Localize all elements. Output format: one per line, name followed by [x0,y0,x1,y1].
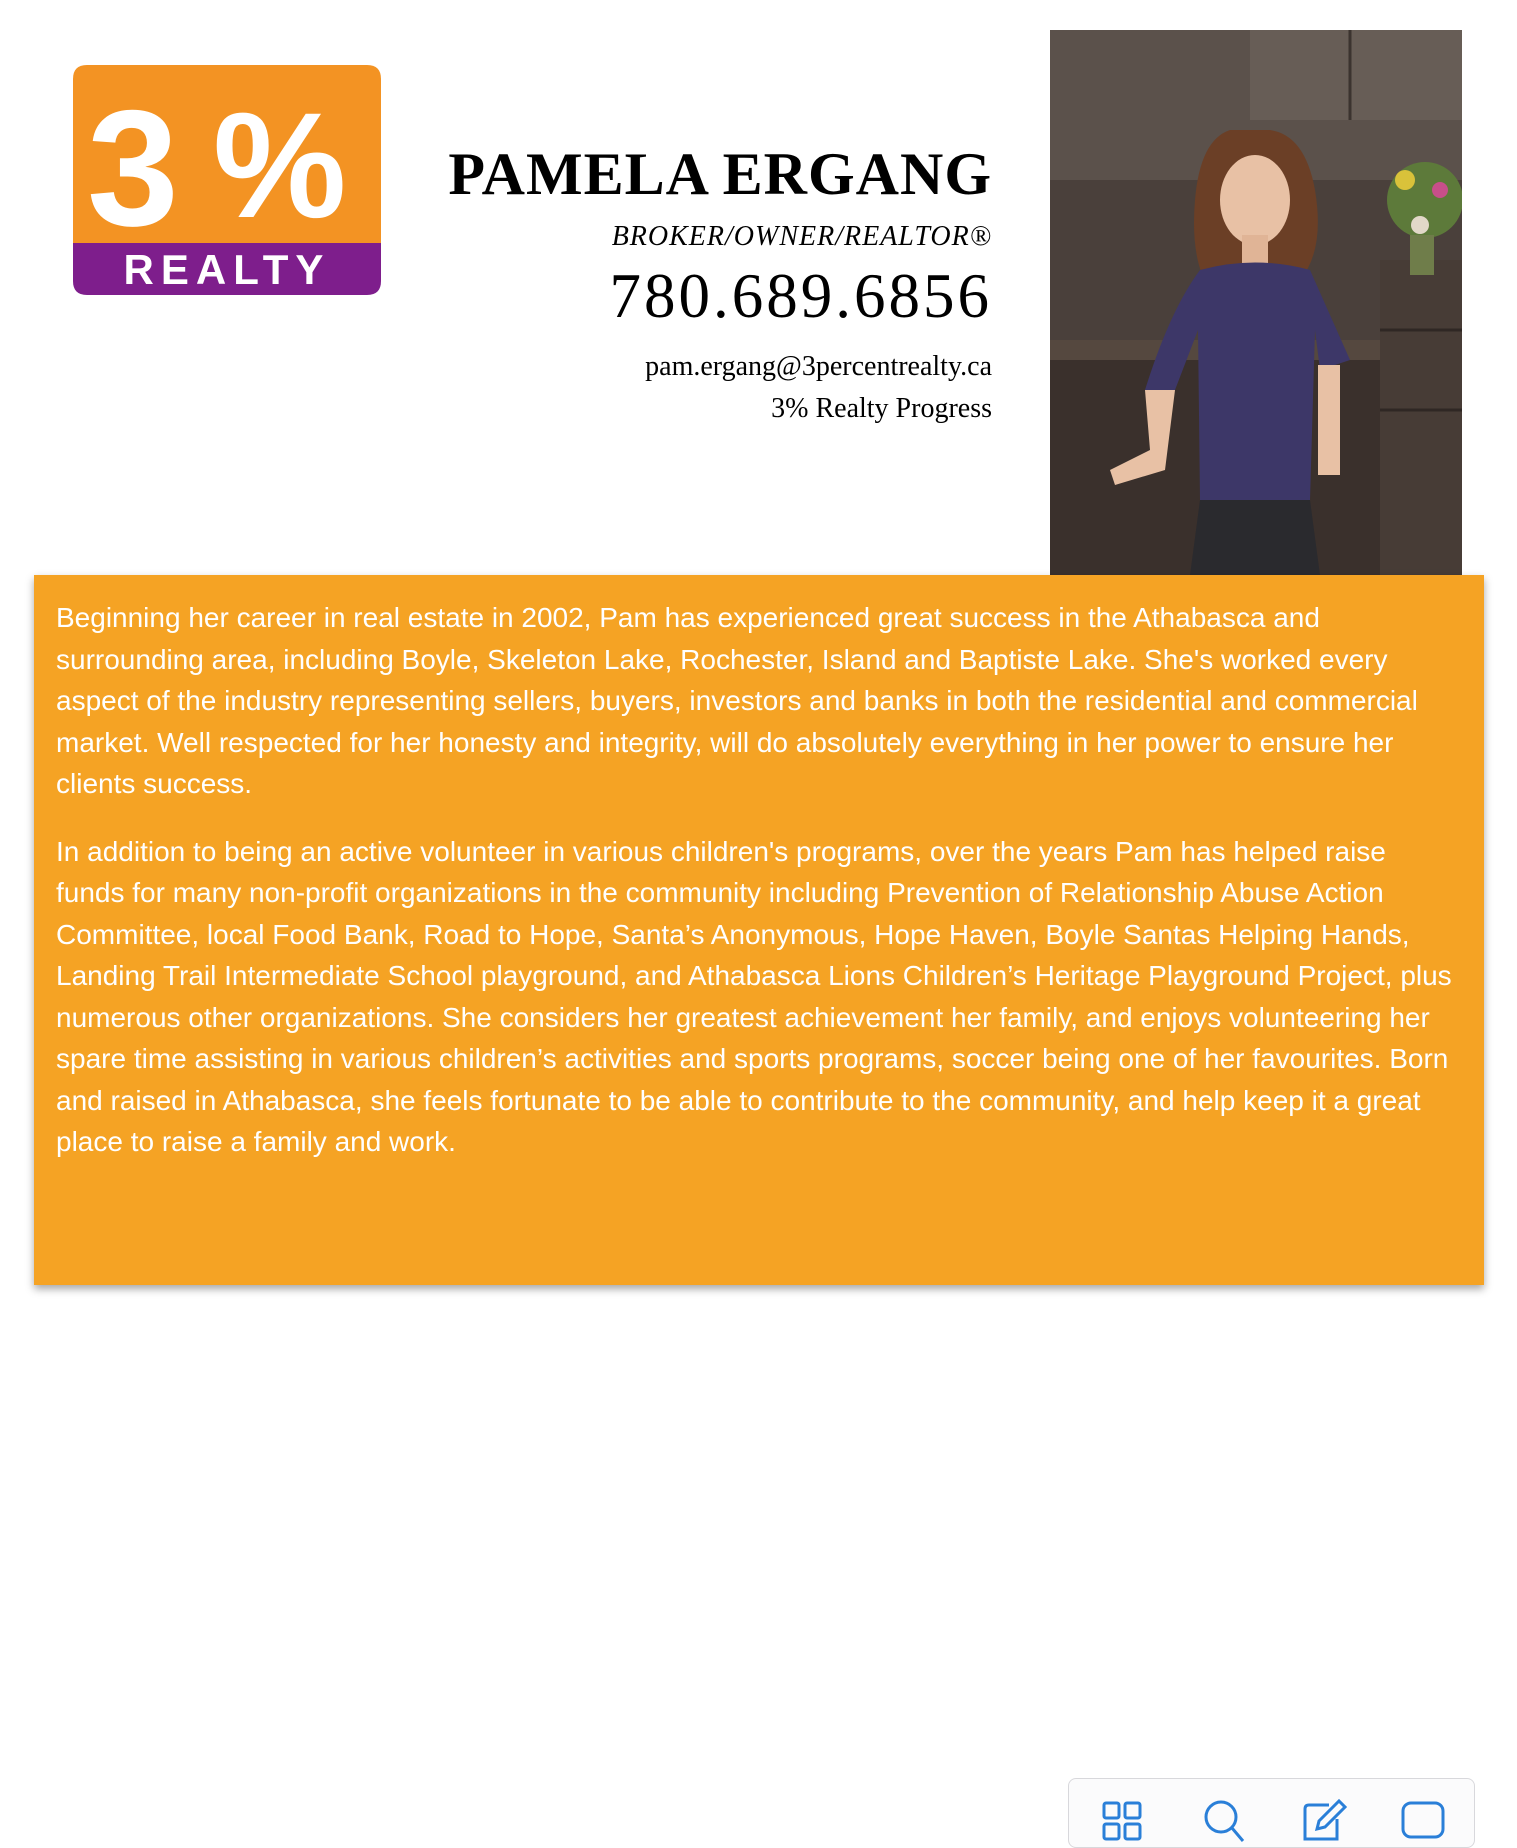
agent-photo [1050,30,1462,575]
bio-paragraph: In addition to being an active volunteer in various children's programs, over the years Pam has helped raise funds for many non-profit organizations in the community including Prevention of Relationship Abuse Action Committee, local Food Bank, Road to Hope, Santa’s Anonymous, Hope Haven, Boyle Santas Helping Hands, Landing Trail Intermediate School playground, and Athabasca Lions Children’s Heritage Playground Project, plus numerous other organizations. She considers her greatest achievement her family, and enjoys volunteering her spare time assisting in various children’s activities and sports programs, soccer being one of her favourites. Born and raised in Athabasca, she feels fortunate to be able to contribute to the community, and help keep it a great place to raise a family and work. [56,835,1452,1157]
comment-icon[interactable] [1399,1797,1447,1845]
logo-number: 3 [87,76,179,260]
agent-role: BROKER/OWNER/REALTOR® [611,221,992,252]
reader-toolbar [1068,1778,1475,1848]
search-icon[interactable] [1199,1797,1247,1845]
compose-icon[interactable] [1299,1797,1347,1845]
agent-office: 3% Realty Progress [771,393,992,424]
contact-block [292,140,992,426]
grid-icon[interactable] [1098,1797,1146,1845]
agent-phone[interactable]: 780.689.6856 [609,261,992,331]
agent-photo-graphic [1050,30,1462,575]
bio-paragraph: Beginning her career in real estate in 2002, Pam has experienced great success in the Athabasca and surrounding area, including Boyle, Skeleton Lake, Rochester, Island and Baptiste Lake. She's worked every aspect of the industry representing sellers, buyers, investors and banks in both the residential and commercial market. Well respected for her honesty and integrity, will do absolutely everything in her power to ensure her clients success. [56,602,1418,799]
agent-name: PAMELA ERGANG [448,141,992,207]
bio-panel [34,575,1484,1285]
logo-brand-text: REALTY [123,246,331,293]
logo-percent: % [213,81,347,249]
agent-email[interactable]: pam.ergang@3percentrealty.ca [645,351,992,382]
